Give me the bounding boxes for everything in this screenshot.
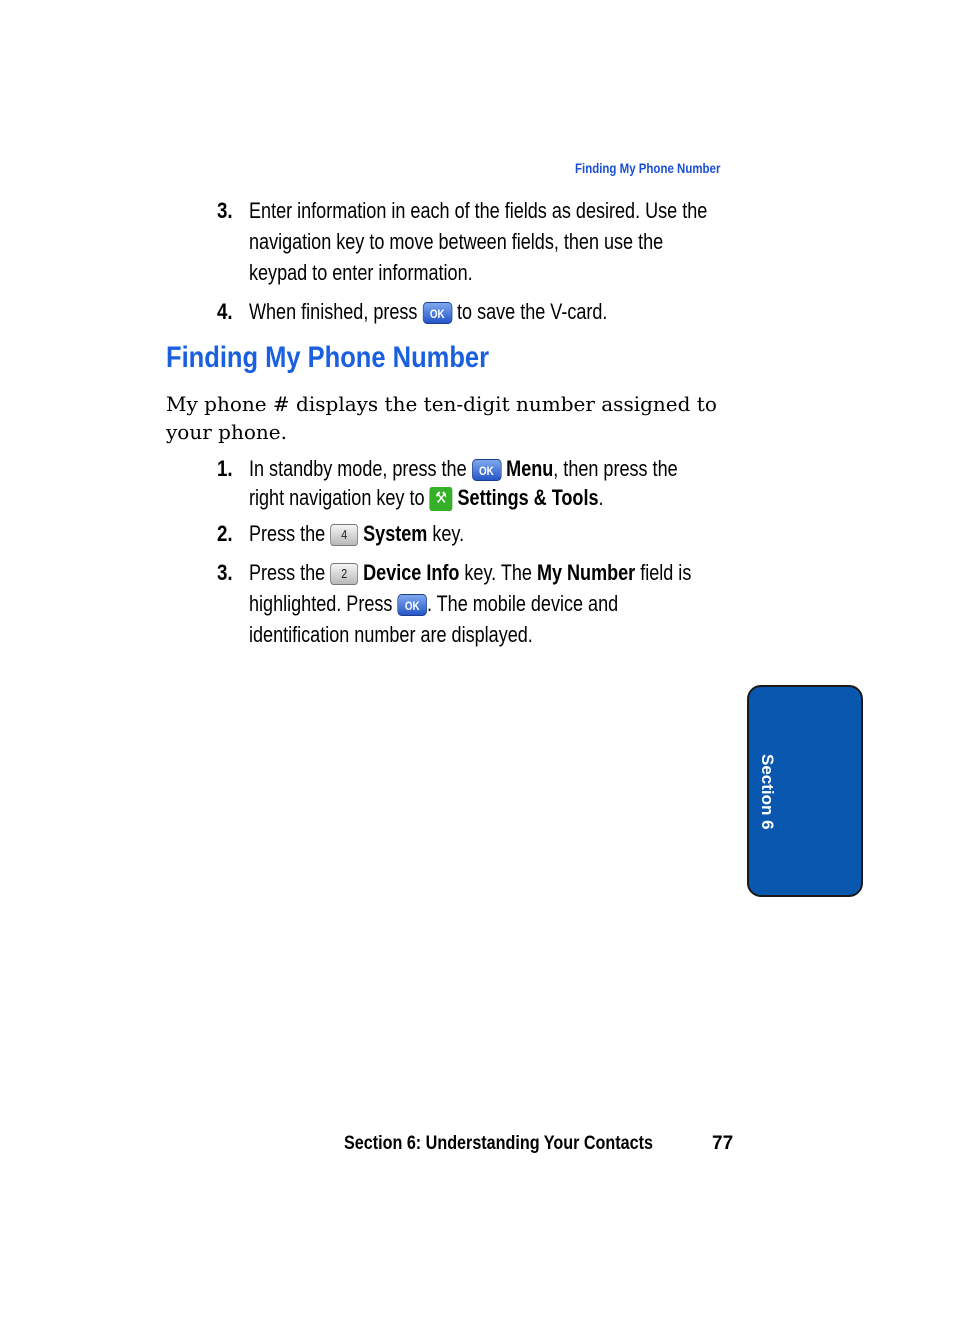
intro-paragraph: My phone # displays the ten-digit number assigned to your phone. [166,392,717,444]
step-text [249,518,464,549]
step-number: 1. [217,456,233,481]
key-4-icon: 4 [330,524,358,546]
step-line: Enter information in each of the fields as desired. Use the [249,198,708,223]
settings-tools-icon: ⚒ [430,487,453,511]
step-number: 4. [217,299,233,324]
step-text-line2-post: . The mobile device and [426,591,619,616]
section-heading: Finding My Phone Number [166,341,489,374]
key-2-icon: 2 [330,563,358,585]
section-tab-label: Section 6 [758,754,777,830]
menu-label: Menu [506,456,554,481]
step-text-line2: right navigation key to [249,485,425,510]
device-info-label: Device Info [363,560,460,585]
step-text-line2: highlighted. Press [249,591,393,616]
settings-tools-label: Settings & Tools [457,485,599,510]
step-line: keypad to enter information. [249,260,473,285]
step-text [249,296,607,327]
system-label: System [363,521,428,546]
ok-key-icon: OK [397,594,427,616]
my-number-label: My Number [536,560,636,585]
step-text-post: field is [640,560,692,585]
step-text-pre: Press the [249,521,326,546]
footer-title: Section 6: Understanding Your Contacts [344,1133,653,1154]
step-number: 3. [217,560,233,585]
step-text [249,195,707,288]
page-number: 77 [712,1133,734,1154]
step-text-mid: key. The [464,560,532,585]
step-text-pre: In standby mode, press the [249,456,467,481]
running-head: Finding My Phone Number [575,160,721,176]
ok-key-icon: OK [472,459,502,481]
step-text-mid: , then press the [553,456,678,481]
step-number: 2. [217,521,233,546]
step-text-post: . [598,485,604,510]
step-text-pre: Press the [249,560,326,585]
step-text-line3: identification number are displayed. [249,622,533,647]
step-text [249,557,691,650]
step-text-pre: When finished, press [249,299,418,324]
step-number: 3. [217,198,233,223]
step-text [249,454,678,512]
ok-key-icon: OK [422,302,452,324]
step-text-post: key. [432,521,465,546]
step-line: navigation key to move between fields, then use the [249,229,664,254]
step-text-post: to save the V-card. [457,299,608,324]
